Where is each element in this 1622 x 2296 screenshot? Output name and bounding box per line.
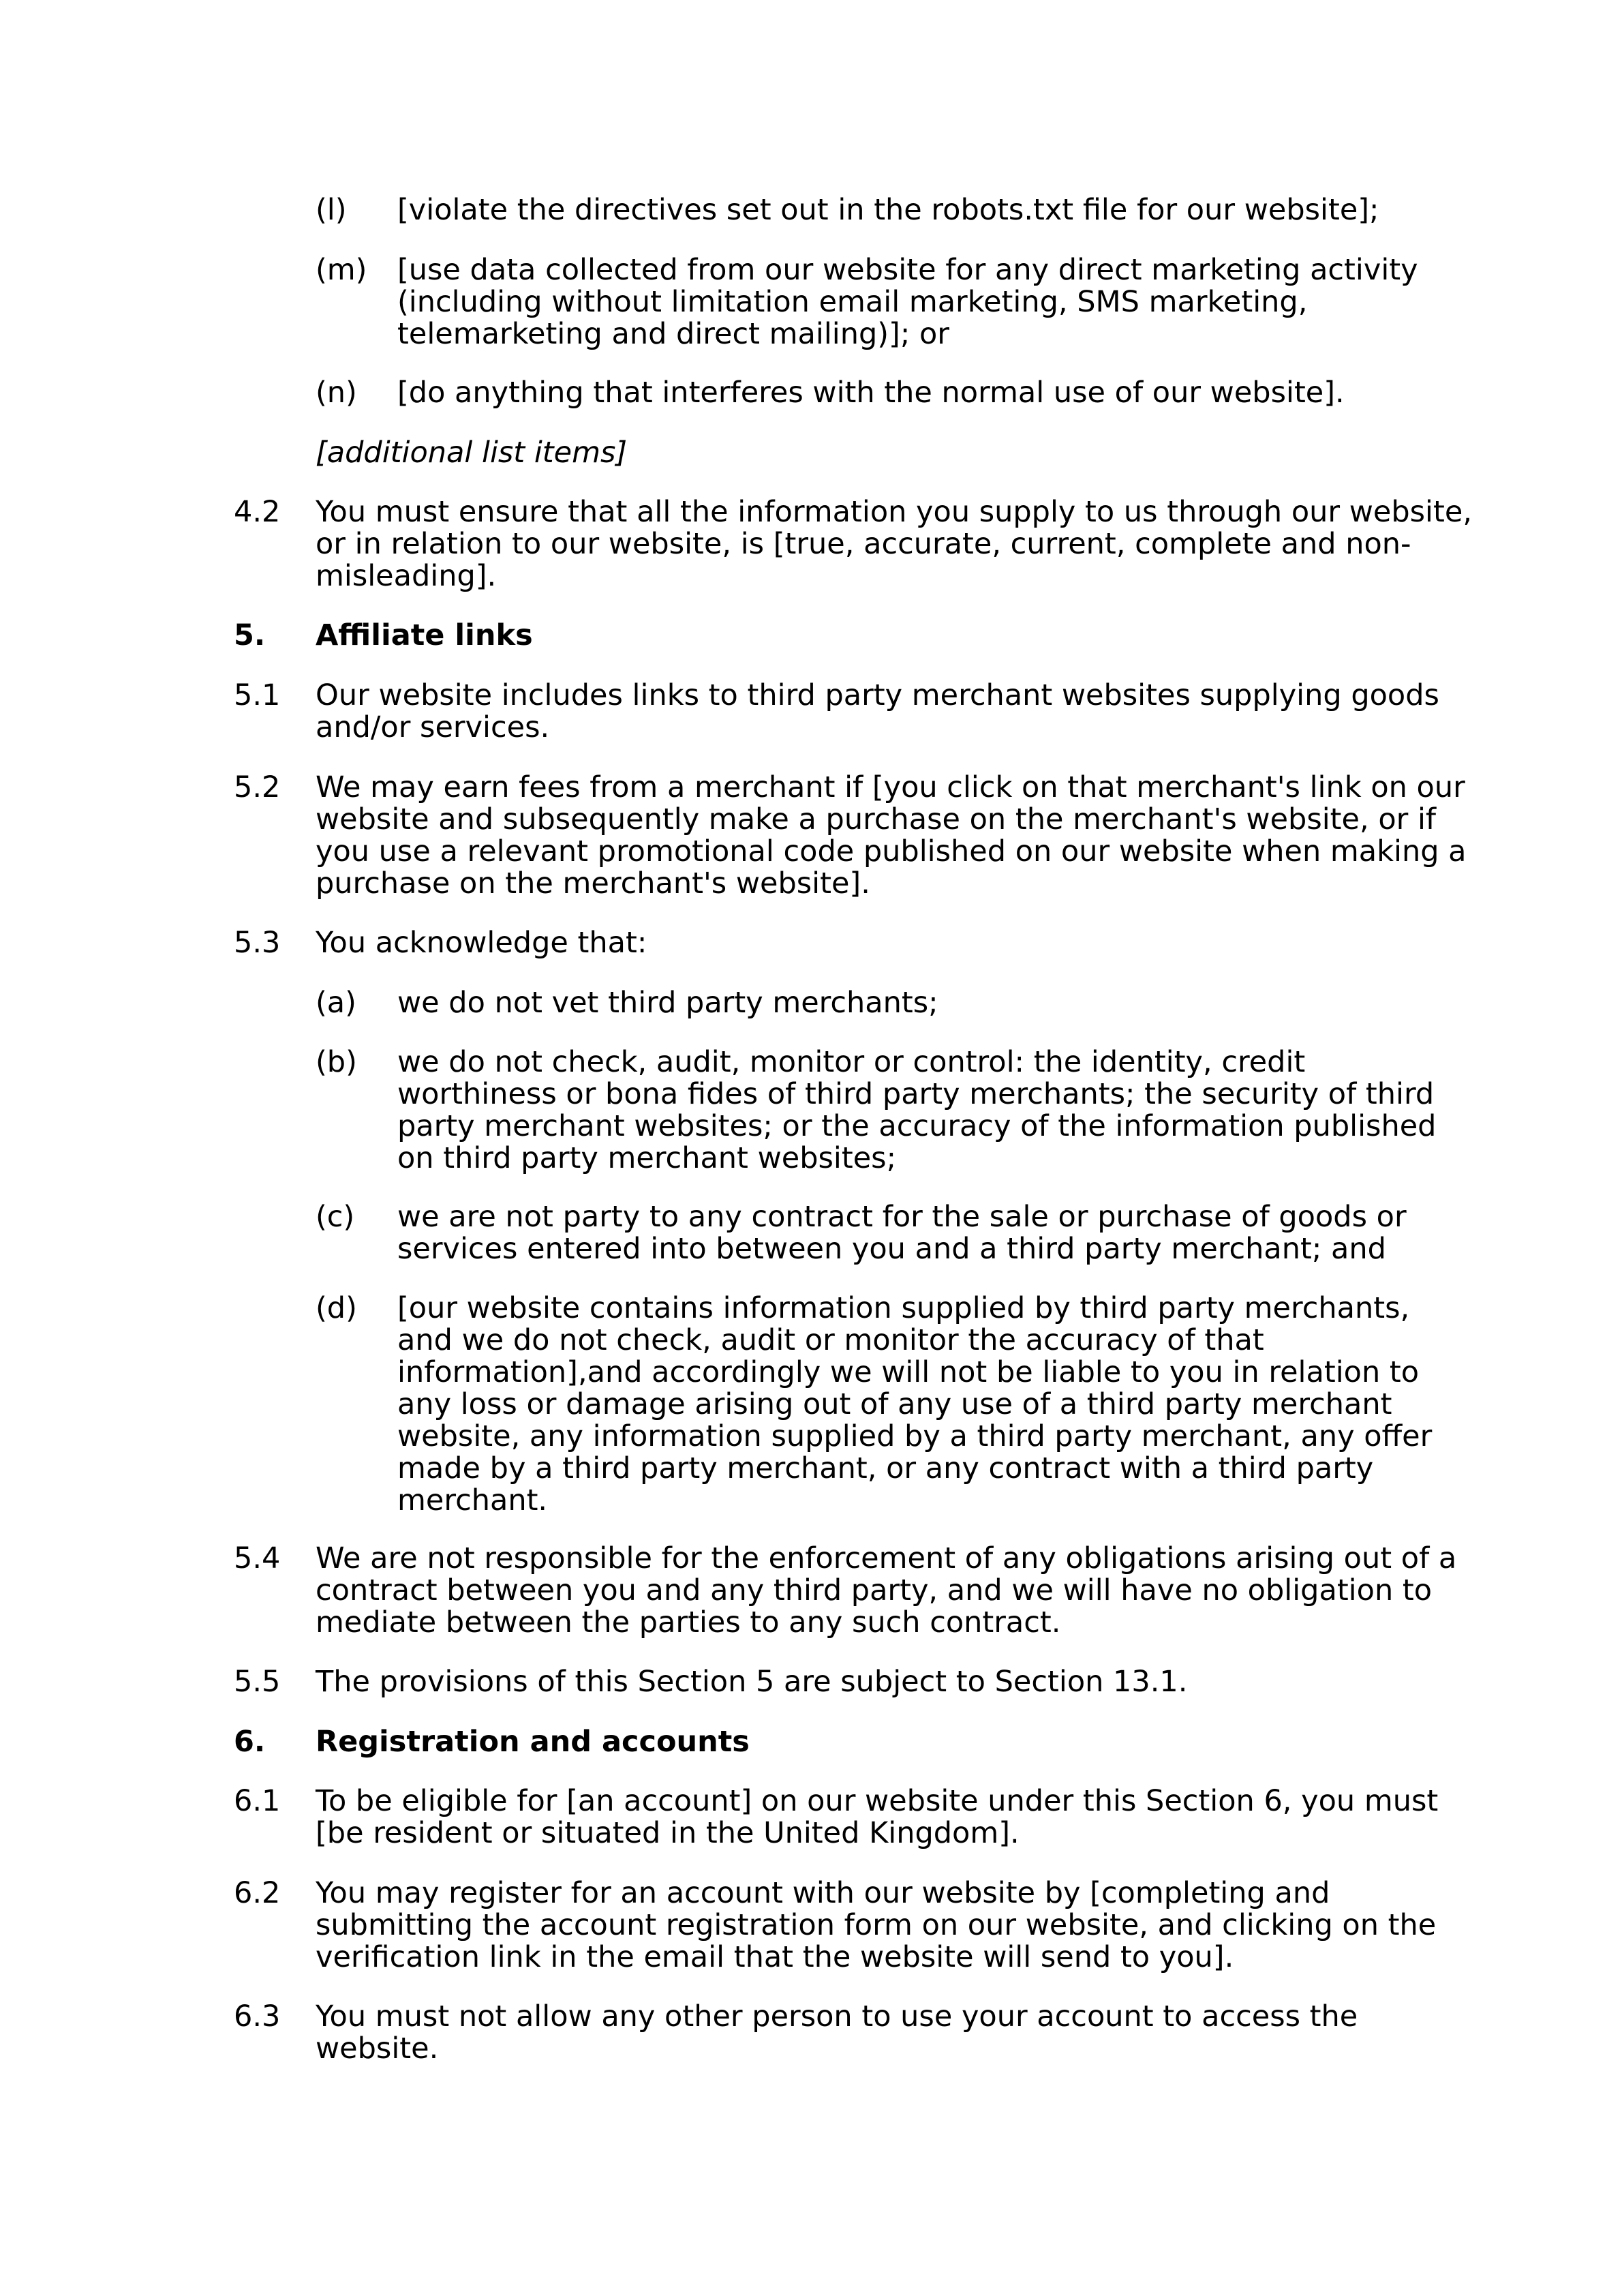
text-line: party merchant websites; or the accuracy of the information published (397, 1109, 1437, 1143)
clause-number: 5.2 (234, 770, 281, 804)
list-label: (b) (316, 1045, 357, 1079)
text-line: on third party merchant websites; (397, 1141, 897, 1175)
text-line: we do not check, audit, monitor or control: the identity, credit (397, 1045, 1306, 1079)
list-label: (a) (316, 986, 356, 1020)
text-line: We are not responsible for the enforcement of any obligations arising out of a (316, 1541, 1457, 1575)
additional-list-items: [additional list items] (316, 436, 628, 470)
text-line: To be eligible for [an account] on our website under this Section 6, you must (316, 1784, 1439, 1818)
text-line: worthiness or bona fides of third party merchants; the security of third (397, 1077, 1435, 1111)
text-line: [be resident or situated in the United Kingdom]. (316, 1816, 1020, 1850)
list-text (397, 1046, 1436, 1175)
text-line: misleading]. (316, 559, 497, 593)
clause-number: 4.2 (234, 495, 281, 529)
clause-number: 5.4 (234, 1541, 281, 1575)
list-text (397, 254, 1418, 350)
clause-text (316, 1877, 1436, 1974)
clause-text (316, 1785, 1438, 1849)
list-text (397, 1201, 1407, 1265)
list-text (397, 377, 1345, 409)
text-line: and/or services. (316, 710, 550, 744)
list-label: (l) (316, 193, 347, 227)
clause-text (316, 2001, 1358, 2065)
clause-number: 5.3 (234, 926, 281, 960)
text-line: [use data collected from our website for any direct marketing activity (397, 253, 1418, 287)
section-number: 6. (234, 1725, 266, 1759)
text-line: website. (316, 2031, 439, 2066)
text-line: [do anything that interferes with the normal use of our website]. (397, 376, 1345, 410)
text-line: information],and accordingly we will not be liable to you in relation to (397, 1355, 1420, 1389)
text-line: purchase on the merchant's website]. (316, 866, 870, 901)
text-line: any loss or damage arising out of any use of a third party merchant (397, 1387, 1392, 1421)
text-line: We may earn fees from a merchant if [you click on that merchant's link on our (316, 770, 1465, 804)
text-line: you use a relevant promotional code published on our website when making a (316, 834, 1467, 868)
clause-text (316, 1543, 1456, 1639)
text-line: and we do not check, audit or monitor the accuracy of that (397, 1323, 1264, 1357)
text-line: contract between you and any third party, and we will have no obligation to (316, 1573, 1433, 1607)
list-text (397, 987, 938, 1019)
text-line: You may register for an account with our website by [completing and (316, 1876, 1330, 1910)
text-line: merchant. (397, 1483, 548, 1517)
text-line: [violate the directives set out in the robots.txt file for our website]; (397, 193, 1379, 227)
clause-text (316, 1666, 1187, 1698)
text-line: or in relation to our website, is [true, accurate, current, complete and non- (316, 527, 1411, 561)
clause-text (316, 496, 1472, 592)
text-line: You acknowledge that: (316, 926, 647, 960)
text-line: verification link in the email that the website will send to you]. (316, 1940, 1234, 1974)
text-line: we do not vet third party merchants; (397, 986, 938, 1020)
text-line: The provisions of this Section 5 are subject to Section 13.1. (316, 1665, 1188, 1699)
clause-text (316, 927, 647, 959)
text-line: You must ensure that all the information you supply to us through our website, (316, 495, 1472, 529)
clause-text (316, 772, 1467, 900)
list-label: (d) (316, 1291, 357, 1325)
clause-number: 5.5 (234, 1665, 281, 1699)
text-line: telemarketing and direct mailing)]; or (397, 317, 949, 351)
list-text (397, 194, 1379, 226)
list-label: (c) (316, 1200, 355, 1234)
text-line: website and subsequently make a purchase on the merchant's website, or if (316, 802, 1437, 836)
text-line: services entered into between you and a third party merchant; and (397, 1232, 1386, 1266)
text-line: Our website includes links to third party merchant websites supplying goods (316, 678, 1439, 712)
text-line: website, any information supplied by a third party merchant, any offer (397, 1419, 1433, 1453)
list-label: (n) (316, 376, 357, 410)
text-line: submitting the account registration form on our website, and clicking on the (316, 1908, 1437, 1942)
clause-number: 6.1 (234, 1784, 281, 1818)
text-line: mediate between the parties to any such contract. (316, 1605, 1061, 1640)
text-line: (including without limitation email marketing, SMS marketing, (397, 285, 1308, 319)
text-line: we are not party to any contract for the sale or purchase of goods or (397, 1200, 1407, 1234)
text-line: [our website contains information supplied by third party merchants, (397, 1291, 1410, 1325)
section-title: Affiliate links (316, 618, 533, 652)
text-line: made by a third party merchant, or any contract with a third party (397, 1451, 1374, 1485)
text-line: You must not allow any other person to use your account to access the (316, 1999, 1358, 2034)
list-label: (m) (316, 253, 367, 287)
list-text (397, 1293, 1432, 1517)
section-number: 5. (234, 618, 266, 652)
clause-number: 6.2 (234, 1876, 281, 1910)
clause-number: 6.3 (234, 1999, 281, 2034)
section-title: Registration and accounts (316, 1725, 750, 1759)
clause-text (316, 680, 1439, 744)
clause-number: 5.1 (234, 678, 281, 712)
